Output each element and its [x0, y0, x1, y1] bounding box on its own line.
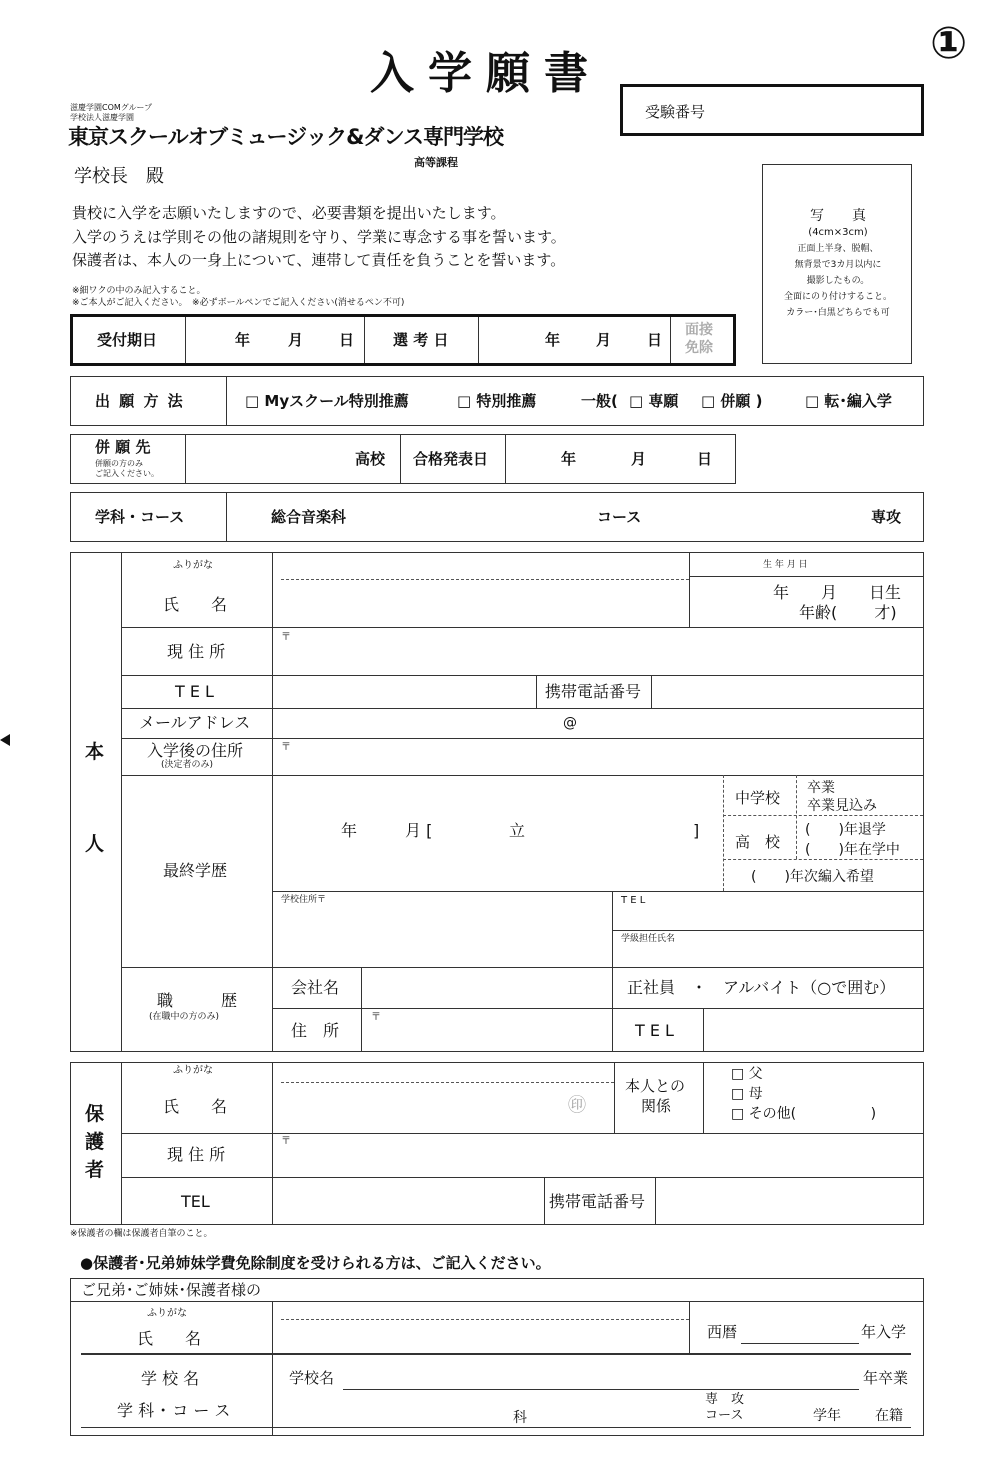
- furigana-label: ふりがな: [173, 1065, 213, 1076]
- withdrew-option[interactable]: ( )年退学: [805, 822, 886, 838]
- guardian-name-label: 氏 名: [163, 1097, 228, 1116]
- concurrent-note: 併願の方のみ: [95, 459, 143, 468]
- intro-line: 入学のうえは学則その他の諸規則を守り、学業に専念する事を誓います。: [72, 228, 566, 246]
- photo-note: カラー･白黒どちらでも可: [786, 308, 890, 318]
- exam-number-box[interactable]: [620, 84, 924, 136]
- furigana-label: ふりがな: [173, 560, 213, 571]
- relation-other[interactable]: □ その他( ): [731, 1106, 877, 1122]
- school-name: 東京スクールオブミュージック&ダンス専門学校: [68, 125, 504, 149]
- reception-month: 月: [288, 331, 304, 349]
- middle-school-label: 中学校: [735, 789, 781, 807]
- announce-month: 月: [631, 450, 647, 468]
- sibling-name-label: 氏 名: [137, 1329, 202, 1348]
- reception-label: 受付期日: [97, 331, 158, 349]
- mobile-label: 携帯電話番号: [545, 682, 642, 701]
- photo-note: 撮影したもの。: [806, 276, 870, 286]
- postal-mark: 〒: [281, 632, 291, 643]
- course-label: コース: [597, 508, 642, 526]
- department-label: 学科・コース: [95, 508, 185, 526]
- enter-label: 年入学: [861, 1323, 907, 1341]
- furigana-label: ふりがな: [147, 1308, 187, 1319]
- education-bracket: ]: [693, 821, 700, 840]
- education-ritsu: 立: [509, 821, 526, 840]
- interview-exempt: 面接: [685, 322, 713, 338]
- sibling-school-label: 学 校 名: [141, 1369, 200, 1388]
- postal-mark: 〒: [281, 1136, 291, 1147]
- teacher-label: 学級担任氏名: [621, 934, 676, 944]
- department-name: 総合音楽科: [271, 508, 347, 526]
- education-label: 最終学歴: [163, 861, 228, 880]
- selection-day: 日: [647, 331, 663, 349]
- graduate-expected-option[interactable]: 卒業見込み: [807, 798, 877, 814]
- guardian-address-field[interactable]: [291, 1136, 911, 1174]
- name-label: 氏 名: [163, 595, 228, 614]
- major-label: 専 攻: [705, 1392, 745, 1407]
- photo-note: 正面上半身、脱帽、: [797, 244, 879, 254]
- photo-note: 無背景で3カ月以内に: [794, 260, 882, 270]
- application-row: [70, 376, 924, 426]
- opt-general: 一般(: [581, 392, 618, 410]
- ka-label: 科: [513, 1410, 527, 1426]
- company-field[interactable]: [365, 971, 609, 1005]
- enrolled-option[interactable]: ( )年在学中: [805, 842, 900, 858]
- guardian-side-label: 護: [85, 1131, 105, 1153]
- school-group: 滋慶学園COMグループ: [70, 103, 153, 112]
- announce-year: 年: [561, 450, 577, 468]
- opt-special[interactable]: □ 特別推薦: [457, 392, 537, 410]
- school-address-field[interactable]: [279, 909, 607, 963]
- at-mark: @: [563, 715, 577, 731]
- future-address-label: 入学後の住所: [147, 741, 244, 760]
- application-label: 出 願 方 法: [95, 392, 185, 410]
- birth-label: 生 年 月 日: [763, 560, 808, 570]
- guardian-address-label: 現 住 所: [167, 1145, 226, 1164]
- tel-label: T E L: [175, 682, 214, 701]
- applicant-side-label: 人: [85, 833, 105, 855]
- guardian-tel-field[interactable]: [279, 1181, 539, 1221]
- job-note: (在職中の方のみ): [149, 1012, 220, 1022]
- sibling-heading: ●保護者･兄弟姉妹学費免除制度を受けられる方は、ご記入ください。: [80, 1254, 551, 1272]
- exam-number-label: 受験番号: [645, 103, 706, 121]
- school-address-label: 学校住所〒: [281, 895, 327, 905]
- graduated-option[interactable]: 卒業: [807, 780, 835, 796]
- concurrent-label: 併 願 先: [95, 438, 151, 456]
- relation-label: 本人との: [625, 1077, 686, 1095]
- opt-concurrent[interactable]: □ 併願 ): [701, 392, 763, 410]
- future-address-note: (決定者のみ): [161, 760, 214, 770]
- selection-label: 選 考 日: [393, 331, 449, 349]
- course-label: コース: [705, 1408, 744, 1423]
- concurrent-note: ご記入ください。: [95, 469, 159, 478]
- seal-mark: ㊞: [568, 1095, 586, 1116]
- intro-line: 貴校に入学を志願いたしますので、必要書類を提出いたします。: [72, 204, 506, 222]
- guardian-side-label: 保: [85, 1103, 105, 1125]
- company-label: 会社名: [291, 978, 340, 997]
- guardian-section: [70, 1062, 924, 1225]
- guardian-name-field[interactable]: [279, 1087, 559, 1129]
- announce-label: 合格発表日: [413, 450, 489, 468]
- sibling-dept-label: 学 科 ･ コ ー ス: [117, 1401, 231, 1420]
- job-tel-label: T E L: [635, 1021, 674, 1040]
- postal-mark: 〒: [281, 742, 291, 753]
- relation-mother[interactable]: □ 母: [731, 1086, 763, 1102]
- age: 年齢( 才): [799, 603, 897, 622]
- major-label: 専攻: [871, 508, 902, 526]
- photo-size: (4cm×3cm): [808, 227, 868, 238]
- address-label: 現 住 所: [167, 642, 226, 661]
- reception-year: 年: [235, 331, 251, 349]
- grade-label: 学年: [813, 1408, 841, 1424]
- job-label: 職 歴: [157, 991, 238, 1010]
- school-corp: 学校法人滋慶学園: [70, 113, 134, 122]
- guardian-mobile-label: 携帯電話番号: [549, 1192, 646, 1211]
- addressee: 学校長 殿: [74, 166, 164, 187]
- birth-date: 年 月 日生: [773, 583, 902, 602]
- reception-day: 日: [339, 331, 355, 349]
- margin-arrow-icon: [0, 734, 10, 746]
- tel-field[interactable]: [279, 678, 529, 706]
- future-address-field[interactable]: [291, 741, 911, 773]
- mobile-field[interactable]: [657, 678, 917, 706]
- applicant-side-label: 本: [85, 741, 105, 763]
- opt-transfer[interactable]: □ 転･編入学: [805, 392, 892, 410]
- intro-line: 保護者は、本人の一身上について、連帯して責任を負うことを誓います。: [72, 251, 566, 269]
- applicant-section: [70, 552, 924, 1052]
- guardian-note: ※保護者の欄は保護者自筆のこと。: [70, 1229, 213, 1239]
- school-tel-label: T E L: [621, 895, 646, 906]
- graduated-label: 年卒業: [863, 1369, 909, 1387]
- guardian-side-label: 者: [85, 1159, 105, 1181]
- photo-box[interactable]: [762, 164, 912, 364]
- photo-title: 写 真: [810, 208, 866, 224]
- opt-exclusive[interactable]: □ 専願: [629, 392, 679, 410]
- postal-mark: 〒: [371, 1012, 381, 1023]
- school-name-prefix: 学校名: [289, 1369, 335, 1387]
- highschool-label: 高校: [355, 450, 386, 468]
- high-school-label: 高 校: [735, 833, 781, 851]
- job-address-label: 住 所: [291, 1021, 340, 1040]
- concurrent-row: [70, 434, 736, 484]
- sibling-section: [70, 1278, 924, 1436]
- note-line: ※ご本人がご記入ください。 ※必ずボールペンでご記入ください(消せるペン不可): [72, 298, 405, 308]
- relation-father[interactable]: □ 父: [731, 1066, 763, 1082]
- address-field[interactable]: [291, 631, 911, 671]
- department-row: [70, 492, 924, 542]
- education-date: 年 月 [: [341, 821, 433, 840]
- sibling-row-label: ご兄弟･ご姉妹･保護者様の: [81, 1281, 262, 1299]
- guardian-tel-label: TEL: [181, 1192, 210, 1211]
- employment-type[interactable]: 正社員 ・ アルバイト（○で囲む）: [627, 978, 896, 997]
- relation-label: 関係: [641, 1097, 672, 1115]
- page-number: ①: [930, 18, 968, 69]
- page-title: 入学願書: [370, 48, 602, 99]
- email-field[interactable]: [279, 711, 919, 736]
- announce-day: 日: [697, 450, 713, 468]
- selection-month: 月: [596, 331, 612, 349]
- guardian-mobile-field[interactable]: [661, 1181, 917, 1221]
- seireki-label: 西暦: [707, 1323, 738, 1341]
- opt-myschool[interactable]: □ Myスクール特別推薦: [245, 392, 409, 410]
- photo-note: 全面にのり付けすること。: [783, 292, 892, 302]
- transfer-option[interactable]: ( )年次編入希望: [751, 869, 874, 885]
- enrolled-label: 在籍: [875, 1408, 903, 1424]
- interview-exempt: 免除: [685, 340, 713, 356]
- selection-year: 年: [545, 331, 561, 349]
- sibling-name-field[interactable]: [279, 1323, 683, 1351]
- note-line: ※細ワクの中のみ記入すること。: [72, 286, 206, 296]
- email-label: メールアドレス: [139, 713, 251, 732]
- name-field[interactable]: [279, 583, 684, 623]
- reception-box: [70, 314, 736, 366]
- school-course: 高等課程: [414, 156, 458, 169]
